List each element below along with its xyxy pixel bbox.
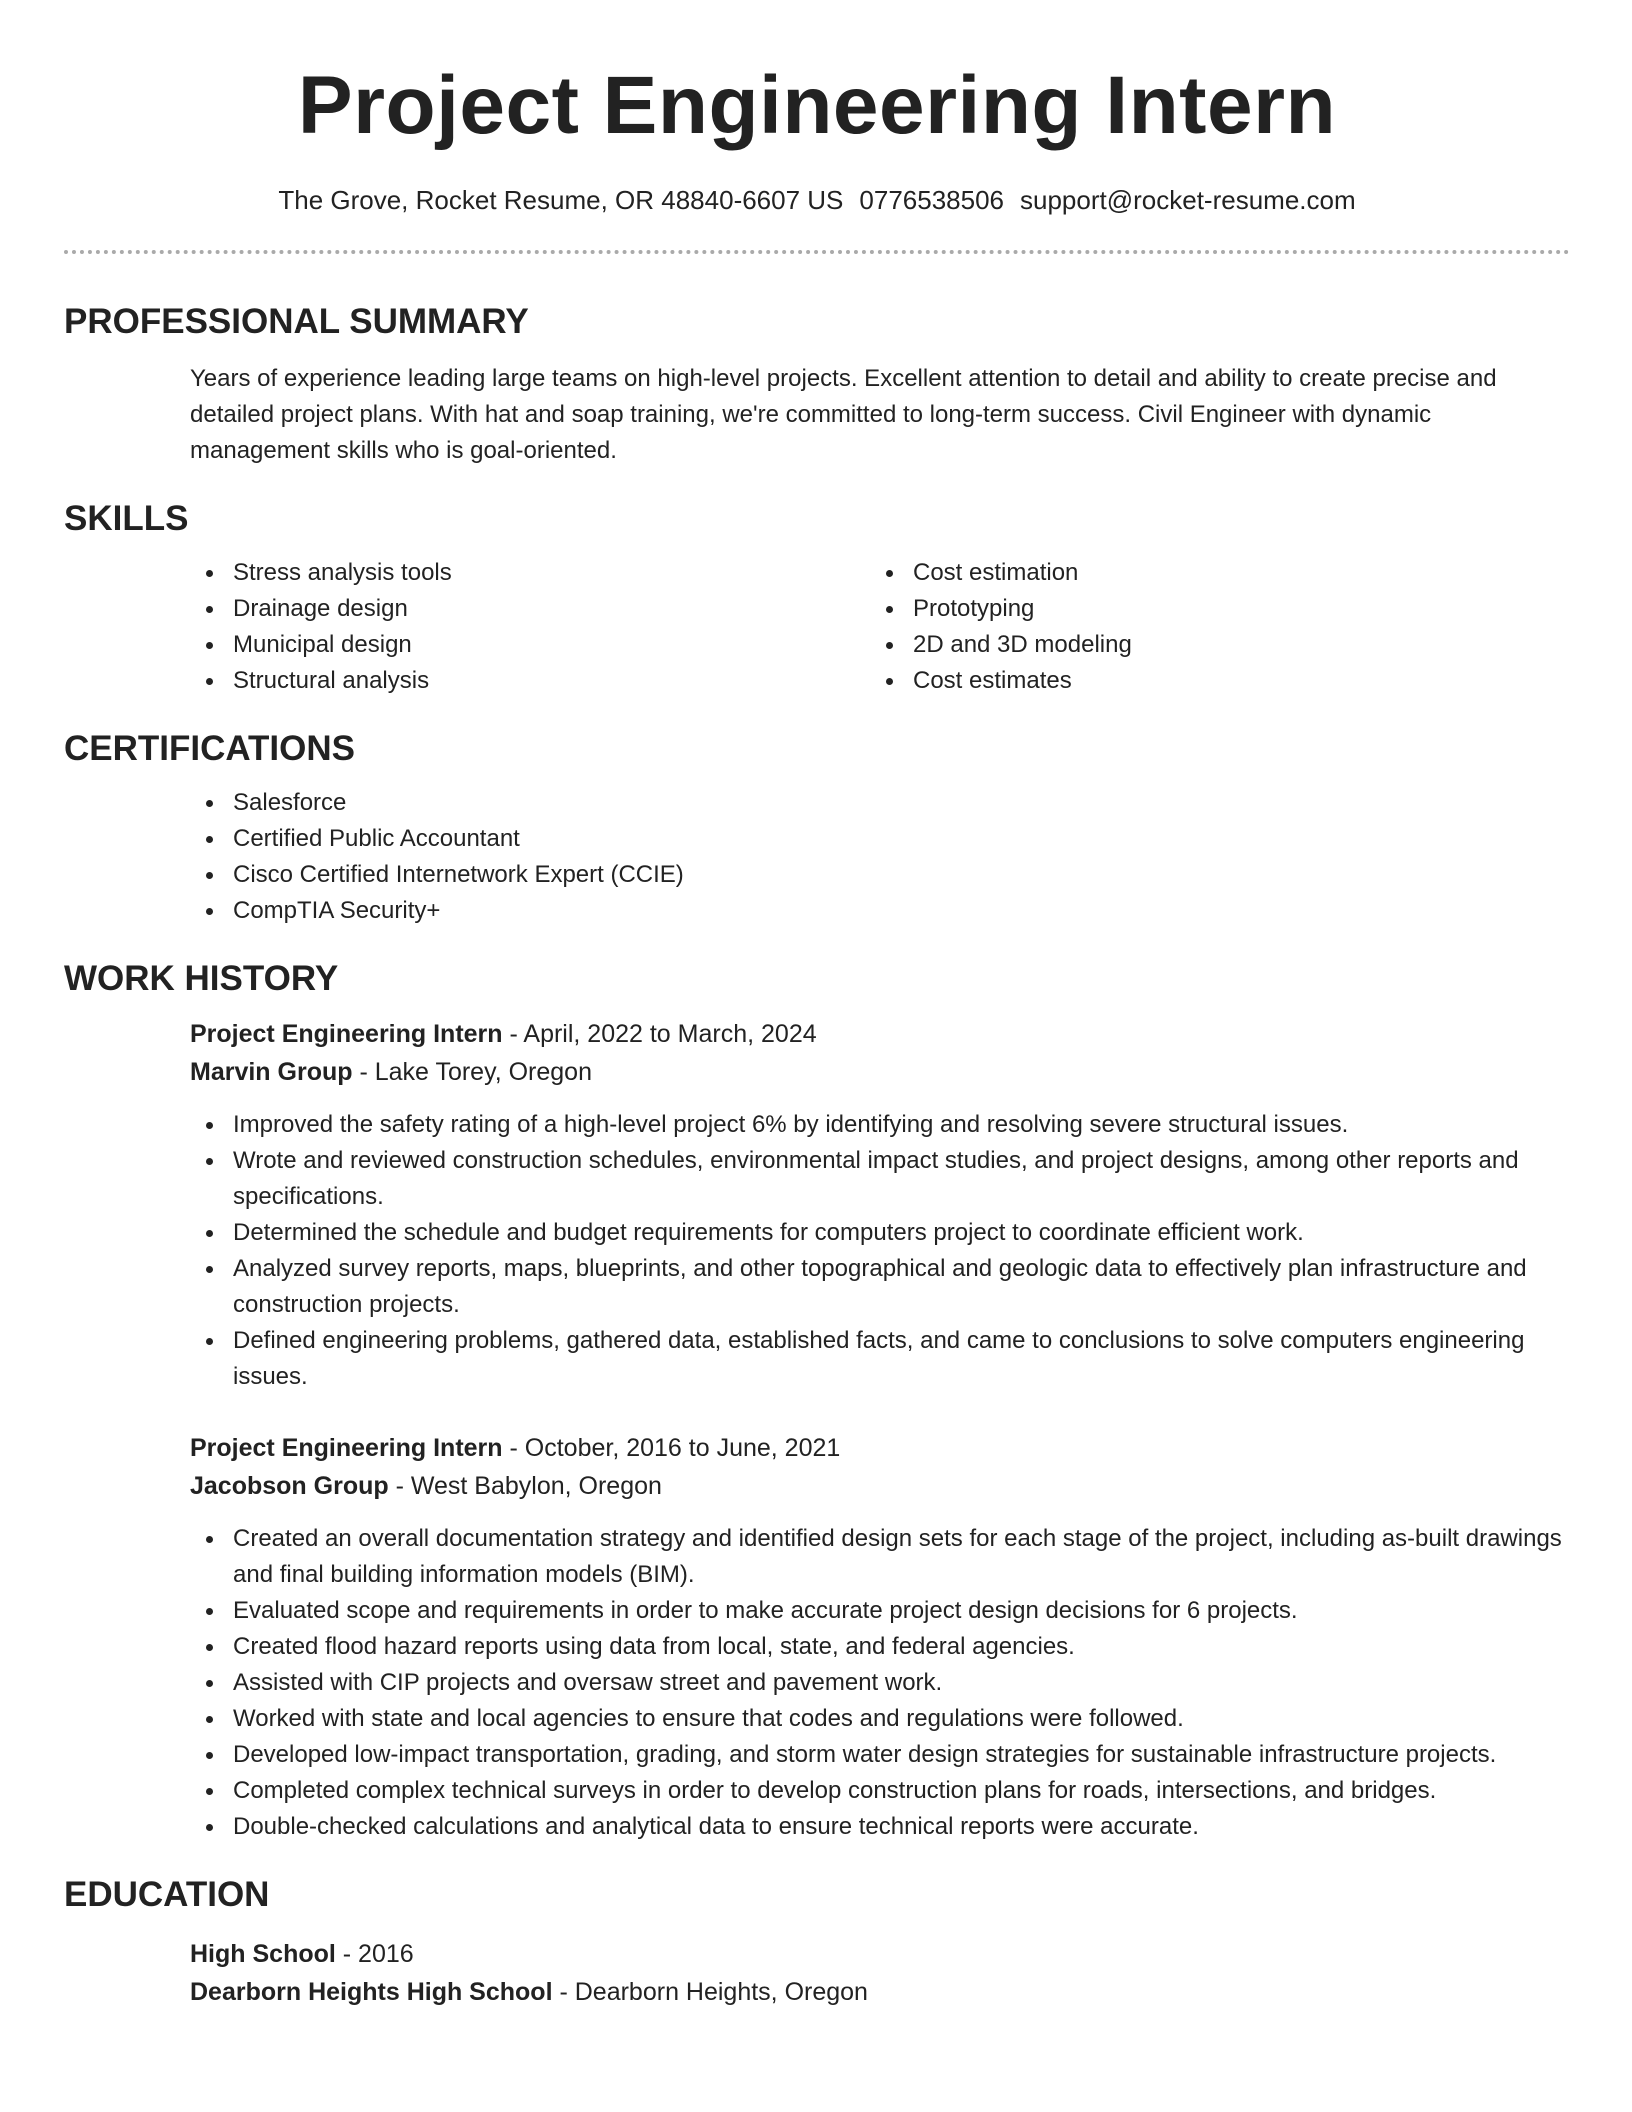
skill-item: 2D and 3D modeling	[870, 627, 1550, 663]
job-bullet: Determined the schedule and budget requirements for computers project to coordinate efficient work.	[190, 1215, 1570, 1251]
certification-item: Certified Public Accountant	[190, 821, 1570, 857]
job-role: Project Engineering Intern	[190, 1434, 503, 1462]
job-bullet: Double-checked calculations and analytical data to ensure technical reports were accurate.	[190, 1809, 1570, 1845]
summary-section	[64, 300, 1570, 469]
certification-item: CompTIA Security+	[190, 893, 1570, 929]
school-name: Dearborn Heights High School	[190, 1978, 553, 2006]
job-company-line	[190, 1053, 1570, 1091]
job-title-line	[190, 1429, 1570, 1467]
degree-line	[190, 1935, 1570, 1973]
job-bullet: Wrote and reviewed construction schedules, environmental impact studies, and project designs, among other reports and specifications.	[190, 1143, 1570, 1215]
job-location: - Lake Torey, Oregon	[352, 1058, 592, 1086]
contact-line	[64, 182, 1570, 218]
job-bullet: Analyzed survey reports, maps, blueprints, and other topographical and geologic data to effectively plan infrastructure and construction projects.	[190, 1251, 1570, 1323]
graduation-year: - 2016	[335, 1940, 414, 1968]
job-company: Marvin Group	[190, 1058, 353, 1086]
education-title: EDUCATION	[64, 1875, 270, 1914]
skill-item: Structural analysis	[190, 663, 870, 699]
skill-item: Drainage design	[190, 591, 870, 627]
email: support@rocket-resume.com	[1020, 185, 1356, 215]
job-bullet: Improved the safety rating of a high-level project 6% by identifying and resolving severe structural issues.	[190, 1107, 1570, 1143]
summary-text: Years of experience leading large teams on high-level projects. Excellent attention to detail and ability to create precise and detailed project plans. With hat and soap training, we're committed to long-term success. Civil Engineer with dynamic management skills who is goal-oriented.	[190, 365, 1497, 464]
certifications-title: CERTIFICATIONS	[64, 729, 356, 768]
job-bullet: Created flood hazard reports using data from local, state, and federal agencies.	[190, 1629, 1570, 1665]
education-entry	[190, 1935, 1570, 2011]
phone: 0776538506	[859, 185, 1005, 215]
work-history-section	[64, 957, 1570, 1845]
header-divider	[64, 250, 1570, 254]
education-section	[64, 1873, 1570, 2011]
skill-item: Cost estimates	[870, 663, 1550, 699]
job-bullet: Completed complex technical surveys in order to develop construction plans for roads, intersections, and bridges.	[190, 1773, 1570, 1809]
job-dates: - October, 2016 to June, 2021	[502, 1434, 841, 1462]
school-location: - Dearborn Heights, Oregon	[552, 1978, 868, 2006]
skills-title: SKILLS	[64, 499, 189, 538]
job-bullet: Defined engineering problems, gathered data, established facts, and came to conclusions to solve computers engineering issues.	[190, 1323, 1570, 1395]
job-entry	[190, 1429, 1570, 1845]
resume-page	[64, 0, 1570, 2011]
degree: High School	[190, 1940, 336, 1968]
skill-item: Stress analysis tools	[190, 555, 870, 591]
job-bullet: Evaluated scope and requirements in order to make accurate project design decisions for 6 projects.	[190, 1593, 1570, 1629]
job-bullets	[190, 1107, 1570, 1395]
job-entry	[190, 1015, 1570, 1395]
job-role: Project Engineering Intern	[190, 1020, 503, 1048]
certifications-list	[190, 785, 1570, 929]
job-location: - West Babylon, Oregon	[388, 1472, 662, 1500]
address: The Grove, Rocket Resume, OR 48840-6607 US	[278, 185, 844, 215]
job-bullet: Worked with state and local agencies to ensure that codes and regulations were followed.	[190, 1701, 1570, 1737]
job-bullet: Developed low-impact transportation, grading, and storm water design strategies for sustainable infrastructure projects.	[190, 1737, 1570, 1773]
skill-item: Cost estimation	[870, 555, 1550, 591]
job-company-line	[190, 1467, 1570, 1505]
skills-grid	[190, 555, 1570, 699]
job-bullet: Assisted with CIP projects and oversaw street and pavement work.	[190, 1665, 1570, 1701]
certifications-section	[64, 727, 1570, 929]
candidate-name: Project Engineering Intern	[297, 60, 1337, 151]
summary-title: PROFESSIONAL SUMMARY	[64, 302, 529, 341]
skills-list-left	[190, 555, 870, 699]
school-line	[190, 1973, 1570, 2011]
certifications-body	[190, 785, 1570, 929]
job-bullets	[190, 1521, 1570, 1845]
job-dates: - April, 2022 to March, 2024	[502, 1020, 817, 1048]
skill-item: Municipal design	[190, 627, 870, 663]
job-company: Jacobson Group	[190, 1472, 389, 1500]
certification-item: Cisco Certified Internetwork Expert (CCIE)	[190, 857, 1570, 893]
certification-item: Salesforce	[190, 785, 1570, 821]
job-bullet: Created an overall documentation strategy and identified design sets for each stage of the project, including as-built drawings and final building information models (BIM).	[190, 1521, 1570, 1593]
work-history-title: WORK HISTORY	[64, 959, 339, 998]
skill-item: Prototyping	[870, 591, 1550, 627]
skills-list-right	[870, 555, 1550, 699]
job-title-line	[190, 1015, 1570, 1053]
skills-section	[64, 497, 1570, 699]
